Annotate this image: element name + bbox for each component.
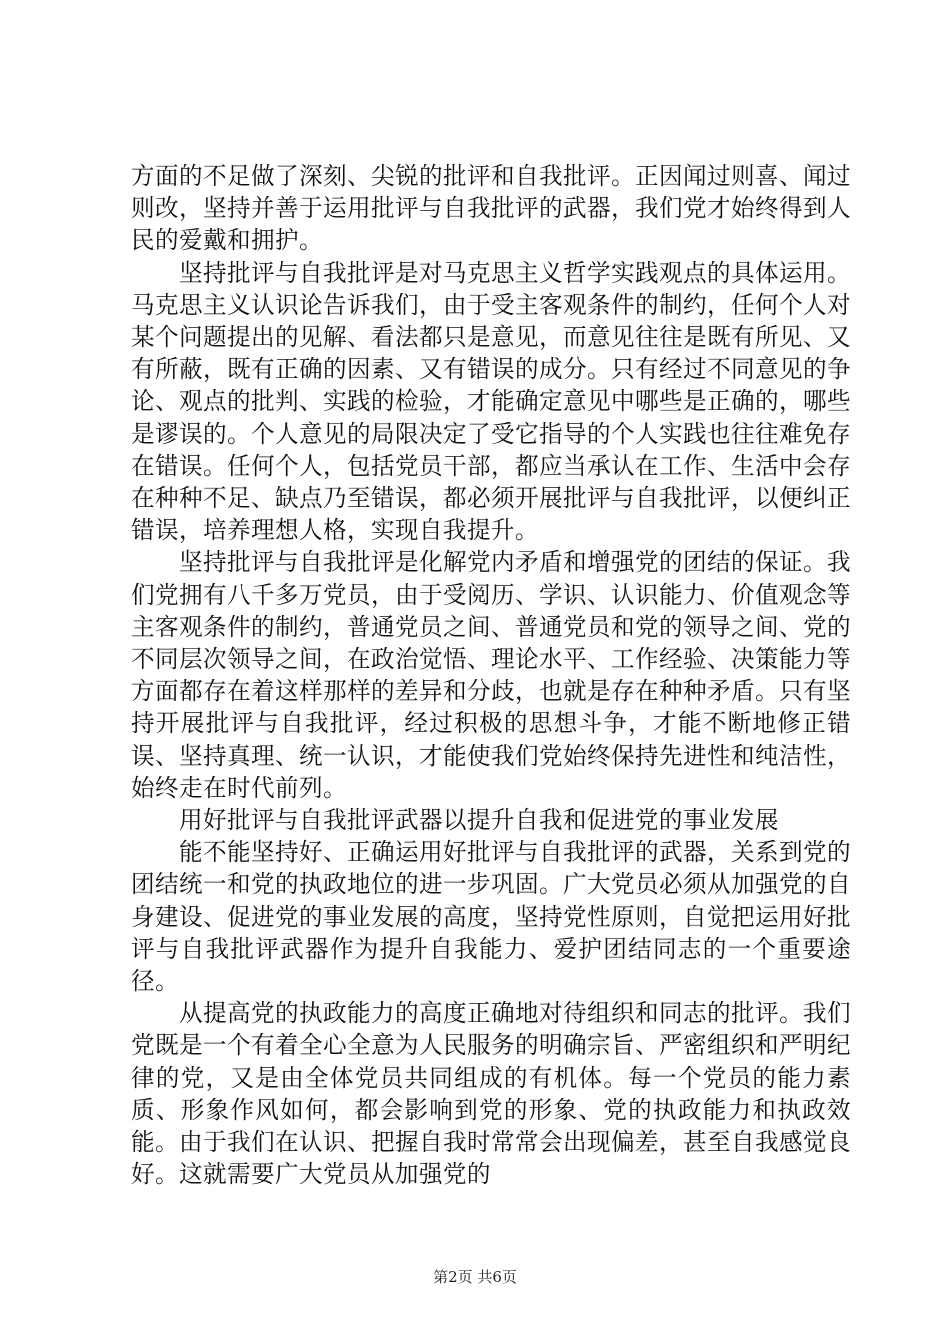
page-number-label: 第2页 共6页	[433, 1268, 517, 1286]
paragraph-4: 能不能坚持好、正确运用好批评与自我批评的武器，关系到党的团结统一和党的执政地位的进一步巩固。广大党员必须从加强党的自身建设、促进党的事业发展的高度，坚持党性原则，自觉把运用好批评与自我批评武器作为提升自我能力、爱护团结同志的一个重要途径。	[131, 838, 851, 996]
paragraph-2: 坚持批评与自我批评是对马克思主义哲学实践观点的具体运用。马克思主义认识论告诉我们，由于受主客观条件的制约，任何个人对某个问题提出的见解、看法都只是意见，而意见往往是既有所见、又有所蔽，既有正确的因素、又有错误的成分。只有经过不同意见的争论、观点的批判、实践的检验，才能确定意见中哪些是正确的，哪些是谬误的。个人意见的局限决定了受它指导的个人实践也往往难免存在错误。任何个人，包括党员干部，都应当承认在工作、生活中会存在种种不足、缺点乃至错误，都必须开展批评与自我批评，以便纠正错误，培养理想人格，实现自我提升。	[131, 258, 851, 545]
section-heading: 用好批评与自我批评武器以提升自我和促进党的事业发展	[179, 806, 779, 835]
document-body	[131, 160, 851, 1191]
paragraph-1: 方面的不足做了深刻、尖锐的批评和自我批评。正因闻过则喜、闻过则改，坚持并善于运用批评与自我批评的武器，我们党才始终得到人民的爱戴和拥护。	[131, 162, 851, 255]
paragraph-5: 从提高党的执政能力的高度正确地对待组织和同志的批评。我们党既是一个有着全心全意为人民服务的明确宗旨、严密组织和严明纪律的党，又是由全体党员共同组成的有机体。每一个党员的能力素质、形象作风如何，都会影响到党的形象、党的执政能力和执政效能。由于我们在认识、把握自我时常常会出现偏差，甚至自我感觉良好。这就需要广大党员从加强党的	[131, 999, 851, 1189]
page-footer	[0, 1267, 950, 1287]
paragraph-3: 坚持批评与自我批评是化解党内矛盾和增强党的团结的保证。我们党拥有八千多万党员，由于受阅历、学识、认识能力、价值观念等主客观条件的制约，普通党员之间、普通党员和党的领导之间、党的不同层次领导之间，在政治觉悟、理论水平、工作经验、决策能力等方面都存在着这样那样的差异和分歧，也就是存在种种矛盾。只有坚持开展批评与自我批评，经过积极的思想斗争，才能不断地修正错误、坚持真理、统一认识，才能使我们党始终保持先进性和纯洁性，始终走在时代前列。	[131, 548, 851, 802]
